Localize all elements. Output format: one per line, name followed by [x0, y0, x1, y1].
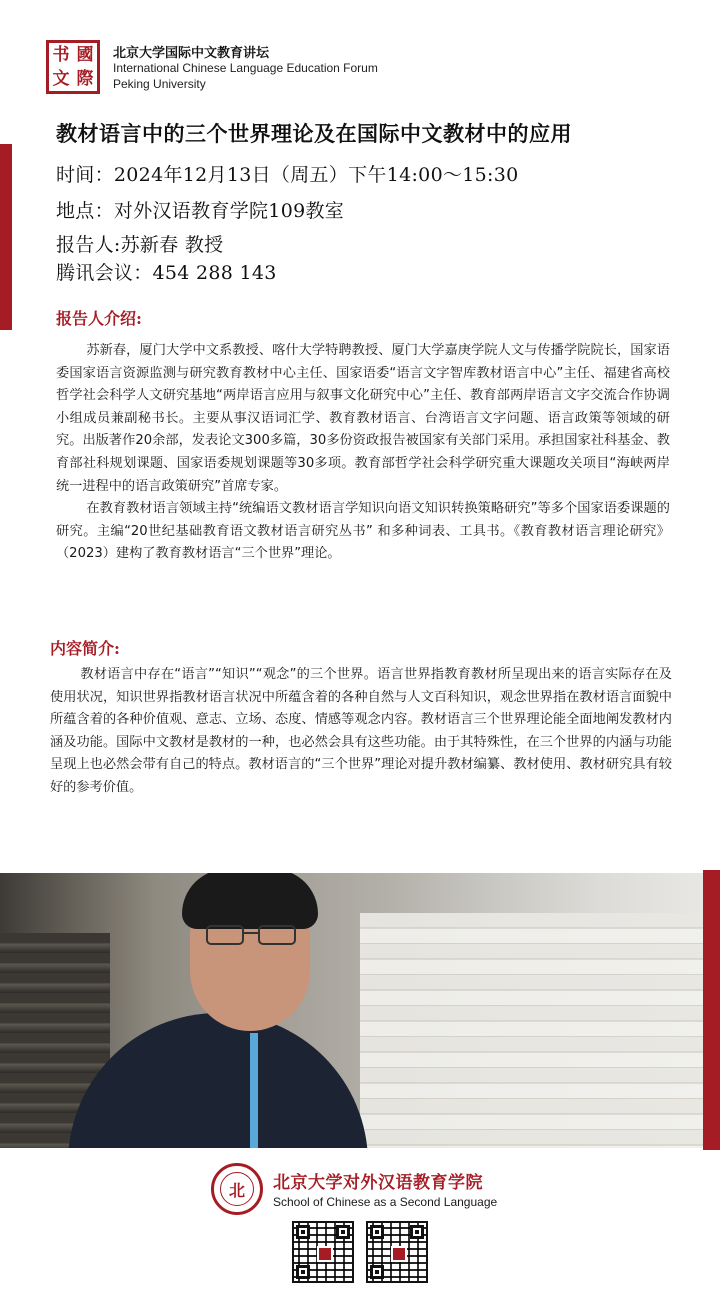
forum-name-cn: 北京大学国际中文教育讲坛	[113, 46, 270, 61]
logo-char: 國	[76, 44, 94, 65]
bio-paragraph: 苏新春，厦门大学中文系教授、喀什大学特聘教授、厦门大学嘉庚学院人文与传播学院院长，国家语委国家语言资源监测与研究教育教材中心主任、国家语委“语言文字智库教材语言中心”主任、福建省高校哲学社会科学人文研究基地“两岸语言应用与叙事文化研究中心”主任、教育部两岸语言文字交流合作协调小组成员兼副秘书长。主要从事汉语词汇学、教育教材语言、台湾语言文字问题、语言政策等领域的研究。出版著作20余部，发表论文300多篇，30多份资政报告被国家有关部门采用。承担国家社科基金、教育部社科规划课题、国家语委规划课题等30多项。教育部哲学社会科学研究重大课题攻关项目“海峡两岸统一进程中的语言政策研究”首席专家。	[56, 343, 670, 494]
logo-char: 书	[52, 44, 70, 65]
event-location: 地点：对外汉语教育学院109教室	[56, 200, 345, 222]
school-name-en: School of Chinese as a Second Language	[273, 1195, 498, 1209]
glasses-icon	[205, 923, 297, 947]
bio-paragraph: 在教育教材语言领域主持“统编语文教材语言学知识向语文知识转换策略研究”等多个国家语委课题的研究。主编“20世纪基础教育语文教材语言研究丛书” 和多种词表、工具书。《教育教材语言理论研究》（2023）建构了教育教材语言“三个世界”理论。	[56, 501, 670, 562]
event-time: 时间：2024年12月13日（周五）下午14:00～15:30	[56, 164, 519, 186]
bookshelf-right	[360, 913, 703, 1148]
accent-bar-right	[703, 870, 720, 1150]
accent-bar-left	[0, 144, 12, 330]
university-name-en: Peking University	[113, 77, 206, 91]
summary-paragraph: 教材语言中存在“语言”“知识”“观念”的三个世界。语言世界指教育教材所呈现出来的语言实际存在及使用状况，知识世界指教材语言状况中所蕴含着的各种自然与人文百科知识，观念世界指在教材语言面貌中所蕴含着的各种价值观、意志、立场、态度、情感等观念内容。教材语言三个世界理论能全面地阐发教材内涵及功能。国际中文教材是教材的一种，也必然会具有这些功能。由于其特殊性，在三个世界的内涵与功能呈现上也必然会带有自己的特点。教材语言的“三个世界”理论对提升教材编纂、教材使用、教材研究具有较好的参考价值。	[50, 667, 672, 795]
speaker-hair	[182, 873, 318, 929]
speaker-body	[68, 1013, 368, 1148]
summary-heading: 内容简介:	[50, 639, 120, 658]
qr-code-icon[interactable]	[292, 1221, 354, 1283]
forum-logo	[46, 40, 100, 94]
lanyard	[250, 1033, 258, 1148]
event-speaker: 报告人:苏新春 教授	[56, 234, 224, 256]
pku-seal-icon	[211, 1163, 263, 1215]
summary-text	[50, 664, 672, 800]
speaker-photo	[0, 873, 703, 1148]
seal-center: 北	[220, 1172, 254, 1206]
tencent-meeting-id: 腾讯会议：454 288 143	[56, 262, 277, 284]
bio-heading: 报告人介绍:	[56, 309, 142, 328]
logo-char: 際	[76, 68, 94, 89]
bio-text	[56, 340, 670, 566]
school-name-cn: 北京大学对外汉语教育学院	[273, 1173, 483, 1193]
forum-name-en: International Chinese Language Education Forum	[113, 61, 378, 75]
logo-char: 文	[52, 68, 70, 89]
qr-code-icon[interactable]	[366, 1221, 428, 1283]
event-title: 教材语言中的三个世界理论及在国际中文教材中的应用	[56, 121, 572, 146]
